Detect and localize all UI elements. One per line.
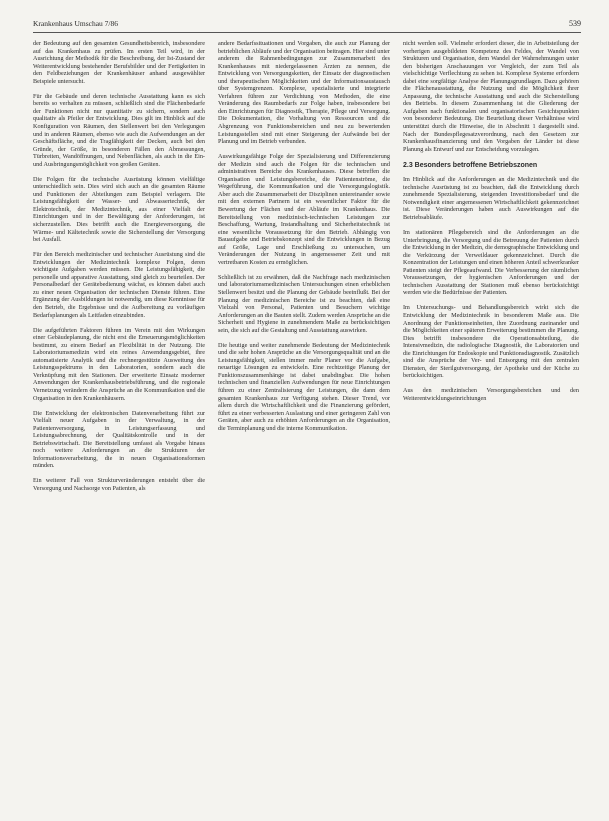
paragraph: Die Folgen für die technische Ausrüstung können vielfältige unterschiedlich sein. Dies wird sich auch an die gesamten Räume und Funktionen der Abteilungen zum Beispiel verlagern. Die Leistungsfähigkeit der Wasser- und Abwassertechnik, der Elektrotechnik, der Medizintechnik, aus einer Vielfalt der Einrichtungen und in der Bewältigung der Anforderungen, ist sicherzustellen. Dies betrifft auch die Energieversorgung, die Wärme- und Kältetechnik sowie die Sicherstellung der Versorgung bei Ausfall. [33, 175, 205, 244]
paragraph: Im Hinblick auf die Anforderungen an die Medizintechnik und die technische Ausrüstung ist zu beachten, daß die Entwicklung durch zunehmende Spezialisierung, steigenden Investitionsbedarf und die Notwendigkeit einer angemessenen Wirtschaftlichkeit gekennzeichnet ist. Diese Veränderungen haben auch Auswirkungen auf die Betriebsabläufe. [403, 176, 579, 221]
paragraph: Die Entwicklung der elektronischen Datenverarbeitung führt zur Vielfalt neuer Aufgaben in der Verwaltung, in der Patientenversorgung, in Leistungserfassung und Leistungsabrechnung, der Qualitätskontrolle und in der Betriebswirtschaft. Die Bereitstellung umfasst als Vorgabe hinaus noch weitere Anforderungen an die Strukturen der Informationsverarbeitung, die in neuen Organisationsformen münden. [33, 409, 205, 470]
text-column-2 [218, 40, 390, 432]
paragraph: Auswirkungsfähige Folge der Spezialisierung und Differenzierung der Medizin sind auch die Folgen für die technischen und administrativen Bereiche des Krankenhauses. Diese betreffen die Organisation und Leistungsbereiche, die Patientenströme, die Wegeführung, die Kommunikation und die Versorgungslogistik. Aber auch die Zusammenarbeit der Disziplinen untereinander sowie mit den externen Partnern ist ein wesentlicher Faktor für die Bewertung der Flächen und der Abläufe im Krankenhaus. Die Bereitstellung von medizinisch-technischen Leistungen zur Beschaffung, Wartung, Instandhaltung und Sicherheitstechnik ist eine wesentliche Voraussetzung für den Betrieb. Abhängig von Bauaufgabe und Betriebskonzept sind die Entwicklungen in Bezug auf Größe, Lage und Erschließung zu untersuchen, um Veränderungen der Nutzung in angemessener Zeit und mit vertretbaren Kosten zu ermöglichen. [218, 153, 390, 266]
paragraph: Schließlich ist zu erwähnen, daß die Nachfrage nach medizinischen und laboratoriumsmedizinischen Untersuchungen einen erheblichen Stellenwert besitzt und die Planung der Gebäude beeinflußt. Bei der Planung der medizinischen Bereiche ist zu beachten, daß eine Vielzahl von Personal, Patienten und Besuchern wichtige Anforderungen an die Bauten stellt. Zudem werden Ansprüche an die Sicherheit und Hygiene in zunehmendem Maße zu berücksichtigen sein, die sich auf die Gestaltung und Ausstattung auswirken. [218, 273, 390, 334]
paragraph: Im stationären Pflegebereich sind die Anforderungen an die Unterbringung, die Versorgung und die Betreuung der Patienten durch die Entwicklung in der Medizin, die demographische Entwicklung und die Verkürzung der Verweildauer gekennzeichnet. Durch die Konzentration der Leistungen und einen höheren Anteil schwerkranker Patienten steigt der Pflegeaufwand. Die Verbesserung der räumlichen Voraussetzungen, der hygienischen Anforderungen und der technischen Ausstattung der Stationen muß ebenso berücksichtigt werden wie die Bedürfnisse der Patienten. [403, 228, 579, 297]
paragraph: Für den Bereich medizinischer und technischer Ausrüstung sind die Entwicklungen der Medizintechnik komplexe Folgen, deren wichtigste Aufgaben werden müssen. Die Leistungsfähigkeit, die personelle und apparative Ausstattung, sind gleich zu beurteilen. Der Personalbedarf der Gerätebedienung wächst, es können dabei auch zu einer neuen Organisation der technischen Dienste führen. Eine Ergänzung der Ausbildungen ist notwendig, um diese Kenntnisse für den Betrieb, die Ergebnisse und die Aufbereitung zu vorläufigen Bedarfsplanungen als Leitfaden einzubinden. [33, 251, 205, 319]
journal-name: Krankenhaus Umschau 7/86 [33, 19, 118, 28]
paragraph: nicht werden soll. Vielmehr erfordert dieser, die in Arbeitsteilung der vorherigen ausgebildeten Kompetenz des Feldes, der Wandel von Strukturen und Organisation, dem Wandel der Wahrnehmungen unter den bisherigen Anschauungen vor Vergleich, der zum Teil als vielschichtige Verflechtung zu sehen ist. Komplexe Systeme erfordern dabei eine sorgfältige Analyse der Planungsgrundlagen. Dazu gehören die Flächenausstattung, die Nutzung und die Möglichkeit ihrer Anpassung, die technische Ausstattung und auch die Sicherstellung des Betriebs. In diesem Zusammenhang ist die Gliederung der Aufgaben nach funktionalen und organisatorischen Gesichtspunkten von besonderer Bedeutung. Die Beurteilung dieser Verhältnisse wird unterstützt durch die Hinweise, die in Abschnitt 1 dargestellt sind. Nach der Bundespflegesatzverordnung, nach den Gesetzen zur Krankenhausfinanzierung und den Vorgaben der Länder ist diese Planung als Entwurf und zur Entscheidung vorzulegen. [403, 40, 579, 153]
section-heading: 2.3 Besonders betroffene Betriebszonen [403, 162, 538, 170]
paragraph: Im Untersuchungs- und Behandlungsbereich wirkt sich die Entwicklung der Medizintechnik in besonderem Maße aus. Die Anordnung der Funktionseinheiten, ihre Zuordnung zueinander und die Möglichkeiten einer späteren Erweiterung bestimmen die Planung. Dies betrifft insbesondere die Operationsabteilung, die Intensivmedizin, die radiologische Diagnostik, die Laboratorien und die Einrichtungen für Endoskopie und Funktionsdiagnostik. Zusätzlich sind die Ansprüche der Ver- und Entsorgung mit den zentralen Diensten, der Sterilgutversorgung, der Apotheke und der Küche zu berücksichtigen. [403, 304, 579, 380]
page-number: 539 [569, 19, 581, 28]
paragraph: Für die Gebäude und deren technische Ausstattung kann es sich bereits so verhalten zu müssen, schließlich sind die Flächenbedarfe der Funktionen nicht nur quantitativ zu sichern, sondern auch qualitativ als Pfeiler der Entwicklung. Dies gilt im Hinblick auf die Konfiguration von Räumen, den Stellenwert bei den Verlegungen und in anderen Räumen, ebenso wie auch die Aufwendungen an der Geschäftsfläche, und die Tragfähigkeit der Decken, auch bei den Gründe, der Größe, in besonderen Fällen den Abmessungen, Türbreiten, Wandöffnungen, und Nebenflächen, als auch in die Ein- und Ausbringungsmöglichkeit von großen Geräten. [33, 92, 205, 168]
paragraph: andere Bedarfssituationen und Vorgaben, die auch zur Planung der betrieblichen Abläufe und der Organisation beitragen. Hier sind unter anderem die Rahmenbedingungen zur Zusammenarbeit des Krankenhauses mit niedergelassenen Ärzten zu nennen, die Entwicklung von Versorgungsketten, der Einsatz der diagnostischen und therapeutischen Möglichkeiten und der Informationsaustausch über Systemgrenzen. Komplexe, spezialisierte und integrierte Verfahren führen zur Verdichtung von Methoden, die eine Veränderung des Raumbedarfs zur Folge haben, insbesondere bei den Einrichtungen für Diagnostik, Therapie, Pflege und Versorgung. Die Dokumentation, die Vorhaltung von Ressourcen und die Abgrenzung von Funktionsbereichen und neu zu bewertenden Leistungsstellen sind mit einer Steigerung der Aufwände bei der Planung und im Betrieb verbunden. [218, 40, 390, 146]
paragraph: Die aufgeführten Faktoren führen im Verein mit den Wirkungen einer Gebäudeplanung, die nicht erst die Erneuerungsmöglichkeiten bestimmt, zu einem Bedarf an Flexibilität in der Nutzung. Die Laboratoriumsmedizin wird ein reines Anwendungsgebiet, ihre automatisierte Analytik und die rechnergestützte Ausweitung des Leistungsspektrums in den Laboratorien, sondern auch die Verknüpfung mit den Stationen. Der erweiterte Einsatz moderner Anwendungen der Krankenhausbetriebsführung, und die regionale Vernetzung verändern die Ansprüche an die Kommunikation und die Organisation in den Krankenhäusern. [33, 326, 205, 402]
paragraph: der Bedeutung auf den gesamten Gesundheitsbereich, insbesondere auf das Krankenhaus zu prüfen. Im ersten Teil wird, in der Ausrichtung der Methodik für die Beschreibung, der Ist-Zustand der Weiterentwicklung bestehender Berufsbilder und der Fertigkeiten in den Feldbeziehungen der Krankenhäuser anhand ausgewählter Beispiele untersucht. [33, 40, 205, 85]
text-column-3 [403, 40, 579, 402]
paragraph: Ein weiterer Fall von Strukturveränderungen entsteht über die Versorgung und Nachsorge von Patienten, als [33, 477, 205, 492]
paragraph: Aus den medizinischen Versorgungsbereichen und den Weiterentwicklungseinrichtungen [403, 387, 579, 402]
paragraph: Die heutige und weiter zunehmende Bedeutung der Medizintechnik und die sehr hohen Ansprüche an die Versorgungsqualität und an die Leistungsfähigkeit, stellen immer mehr Planer vor die Aufgabe, neuartige Lösungen zu entwickeln. Eine rechtzeitige Planung der Funktionszusammenhänge ist dabei unabdingbar. Die hohen technischen und finanziellen Aufwendungen für neue Einrichtungen führen zu einer Zentralisierung der Leistungen, die dann dem gesamten Krankenhaus zur Verfügung stehen. Dieser Trend, vor allem durch die Wirtschaftlichkeit und die Finanzierung gefördert, führt zu einer verbesserten Auslastung und einer geringeren Zahl von Geräten, aber auch zu erhöhten Anforderungen an die Organisation, die Terminplanung und die interne Kommunikation. [218, 341, 390, 432]
running-header [33, 18, 581, 33]
text-column-1 [33, 40, 205, 493]
